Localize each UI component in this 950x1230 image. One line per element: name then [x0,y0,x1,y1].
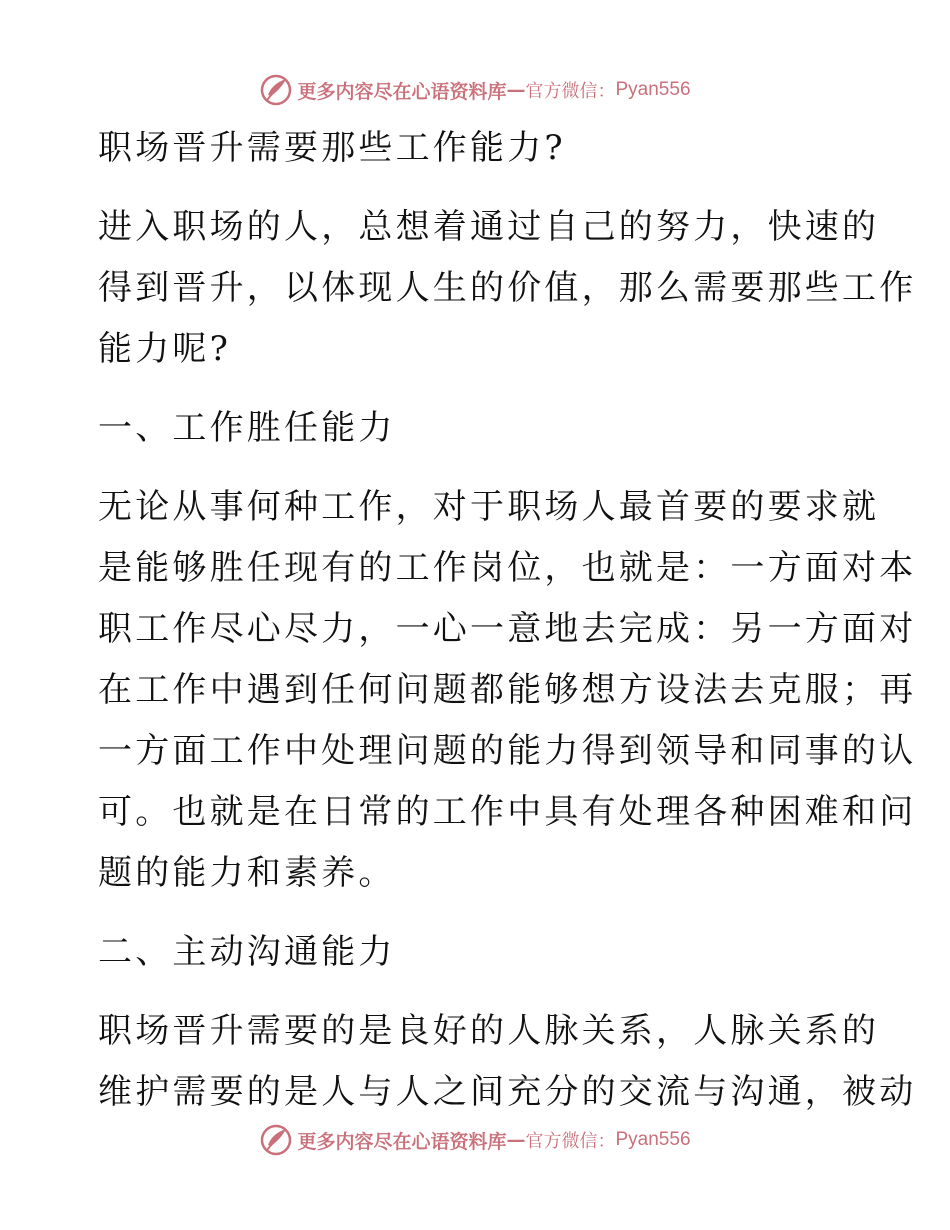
paragraph-line: 题的能力和素养。 [98,853,396,893]
quill-pen-logo-icon [259,73,293,107]
watermark-wechat-label: 官方微信： [525,1131,616,1152]
paragraph-gap [98,179,858,197]
quill-pen-logo-icon [259,1123,293,1157]
paragraph-line: 可。也就是在日常的工作中具有处理各种困难和问 [98,792,917,832]
watermark-brand-text: 更多内容尽在心语资料库 [297,1130,507,1153]
section-heading-2: 二、主动沟通能力 [98,932,396,972]
paragraph-line: 能力呢? [98,329,232,369]
paragraph-line: 一方面工作中处理问题的能力得到领导和同事的认 [98,731,917,771]
paragraph-line: 得到晋升，以体现人生的价值，那么需要那些工作 [98,268,917,308]
watermark-wechat-handle: Pyan556 [615,1129,691,1150]
section-2-paragraph [98,1001,917,1123]
paragraph-line: 维护需要的是人与人之间充分的交流与沟通，被动 [98,1072,917,1112]
paragraph-line: 在工作中遇到任何问题都能够想方设法去克服；再 [98,670,917,710]
paragraph-line: 职工作尽心尽力，一心一意地去完成：另一方面对 [98,609,917,649]
document-title: 职场晋升需要那些工作能力? [98,128,566,168]
paragraph-line: 职场晋升需要的是良好的人脉关系，人脉关系的 [98,1011,880,1051]
watermark-separator: — [506,1129,526,1151]
paragraph-line: 是能够胜任现有的工作岗位，也就是：一方面对本 [98,548,917,588]
section-heading-1: 一、工作胜任能力 [98,408,396,448]
paragraph-gap [98,983,858,1001]
paragraph-gap [98,380,858,398]
document-body [98,118,917,1123]
paragraph-gap [98,459,858,477]
header-watermark-banner [0,70,950,110]
watermark-wechat-label: 官方微信： [525,81,616,102]
watermark-wechat-handle: Pyan556 [615,79,691,100]
section-1-paragraph [98,477,917,904]
paragraph-gap [98,904,858,922]
paragraph-line: 无论从事何种工作，对于职场人最首要的要求就 [98,487,880,527]
watermark-separator: — [506,79,526,101]
footer-watermark-banner [0,1120,950,1160]
intro-paragraph [98,197,917,380]
watermark-brand-text: 更多内容尽在心语资料库 [297,80,507,103]
paragraph-line: 进入职场的人，总想着通过自己的努力，快速的 [98,207,880,247]
